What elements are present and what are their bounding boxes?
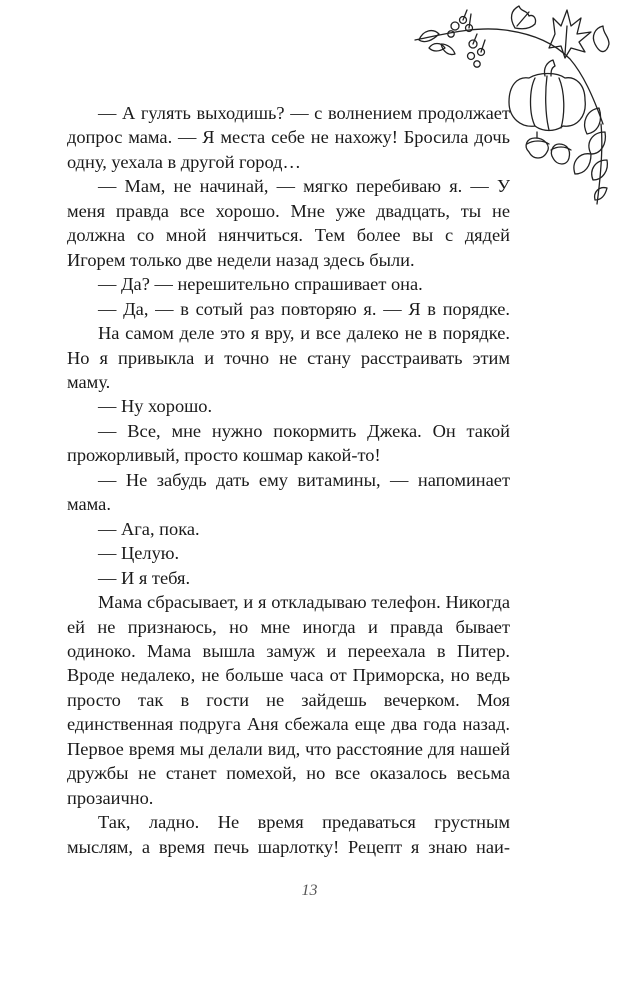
paragraph: — Ну хорошо. xyxy=(98,396,213,417)
paragraph: На самом деле это я вру, и все далеко не в порядке. Но я привыкла и точно не стану расстраивать этим маму. xyxy=(67,323,510,392)
paragraph: — Мам, не начинай, — мягко перебиваю я. — У меня правда все хорошо. Мне уже двадцать, ты не должна со мной нянчиться. Тем более вы с дядей Игорем только две недели назад здесь были. xyxy=(67,176,510,270)
paragraph: — Ага, пока. xyxy=(98,518,200,539)
paragraph: — Целую. xyxy=(98,543,180,564)
paragraph: Так, ладно. Не время предаваться грустным мыслям, а время печь шарлотку! Рецепт я знаю наи- xyxy=(67,812,510,857)
paragraph: — Не забудь дать ему витамины, — напоминает мама. xyxy=(67,469,510,515)
paragraph: — Да, — в сотый раз повторяю я. — Я в порядке. xyxy=(98,298,510,319)
paragraph: — Да? — нерешительно спрашивает она. xyxy=(98,274,423,295)
page-number: 13 xyxy=(301,882,318,899)
paragraph: — И я тебя. xyxy=(98,567,191,588)
paragraph: — Все, мне нужно покормить Джека. Он такой прожорливый, просто кошмар какой-то! xyxy=(67,420,510,466)
body-text xyxy=(67,101,510,859)
paragraph: — А гулять выходишь? — с волнением продолжает допрос мама. — Я места себе не нахожу! Бросила дочь одну, уехала в другой город… xyxy=(67,103,510,172)
paragraph: Мама сбрасывает, и я откладываю телефон. Никогда ей не признаюсь, но мне иногда и правда бывает одиноко. Мама вышла замуж и переехала в Питер. Вроде недалеко, не больше часа от Приморска, но ведь просто так в гости не зайдешь вечерком. Моя единственная подруга Аня сбежала еще два года назад. Первое время мы делали вид, что расстояние для нашей дружбы не станет помехой, но все оказалось весьма прозаично. xyxy=(67,592,510,808)
